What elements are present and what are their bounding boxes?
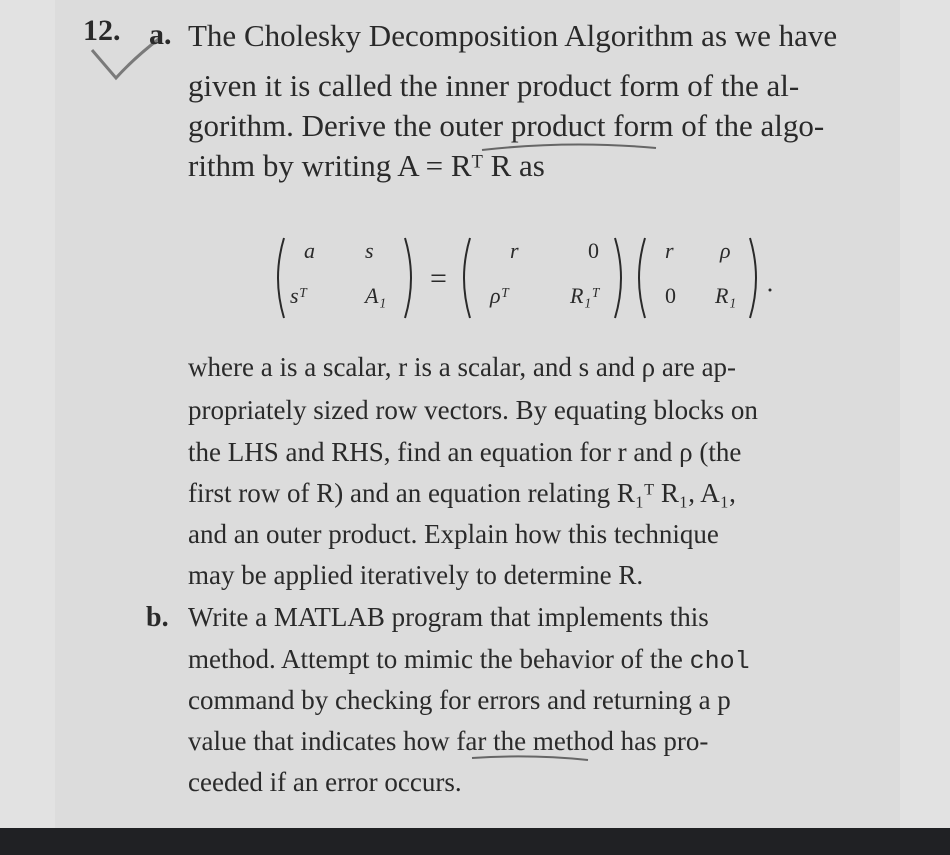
part-a-cont-line-4: first row of R) and an equation relating R₁ᵀ R₁, A₁, [188, 478, 736, 508]
part-a-line-2: given it is called the inner product form of the al- [188, 68, 800, 103]
part-b-line-4: value that indicates how far the method has pro- [188, 726, 709, 756]
part-a-cont-line-3: the LHS and RHS, find an equation for r and ρ (the [188, 437, 742, 467]
rhsR-R1: R₁ [715, 283, 737, 308]
lhs-a: a [304, 238, 315, 263]
bottom-bar [0, 828, 950, 855]
block-matrix-equation [270, 228, 810, 328]
equals-sign: = [430, 262, 447, 295]
rhsR-rho: ρ [720, 238, 731, 263]
part-b-label: b. [146, 602, 169, 633]
part-a-label: a. [149, 18, 172, 51]
part-b-line-1: Write a MATLAB program that implements this [188, 602, 709, 632]
part-a-line-4: rithm by writing A = Rᵀ R as [188, 148, 545, 183]
rhsL-0: 0 [588, 238, 599, 263]
rhsL-rhoT: ρᵀ [490, 283, 510, 308]
part-a-cont-line-5: and an outer product. Explain how this technique [188, 519, 719, 549]
rhsL-R1T: R₁ᵀ [570, 283, 600, 308]
part-b-line-2 [188, 644, 750, 676]
lhs-A1: A₁ [365, 283, 387, 308]
chol-command: chol [689, 647, 750, 676]
part-a-line-3: gorithm. Derive the outer product form of the algo- [188, 108, 825, 143]
rhsR-r: r [665, 238, 674, 263]
part-a-cont-line-6: may be applied iteratively to determine R. [188, 560, 644, 590]
rhsR-0: 0 [665, 283, 676, 308]
lhs-s: s [365, 238, 374, 263]
lhs-sT: sᵀ [290, 283, 308, 308]
part-a-line-1: The Cholesky Decomposition Algorithm as we have [188, 18, 838, 53]
part-b-line-3: command by checking for errors and returning a p [188, 685, 731, 715]
underline-mark [470, 752, 590, 766]
part-b-line-5: ceeded if an error occurs. [188, 767, 462, 797]
rhsL-r: r [510, 238, 519, 263]
part-b-line-2-text: method. Attempt to mimic the behavior of the [188, 644, 683, 674]
part-a-cont-line-1: where a is a scalar, r is a scalar, and s and ρ are ap- [188, 352, 737, 382]
part-a-cont-line-2: propriately sized row vectors. By equating blocks on [188, 395, 758, 425]
problem-number: 12. [83, 14, 121, 47]
